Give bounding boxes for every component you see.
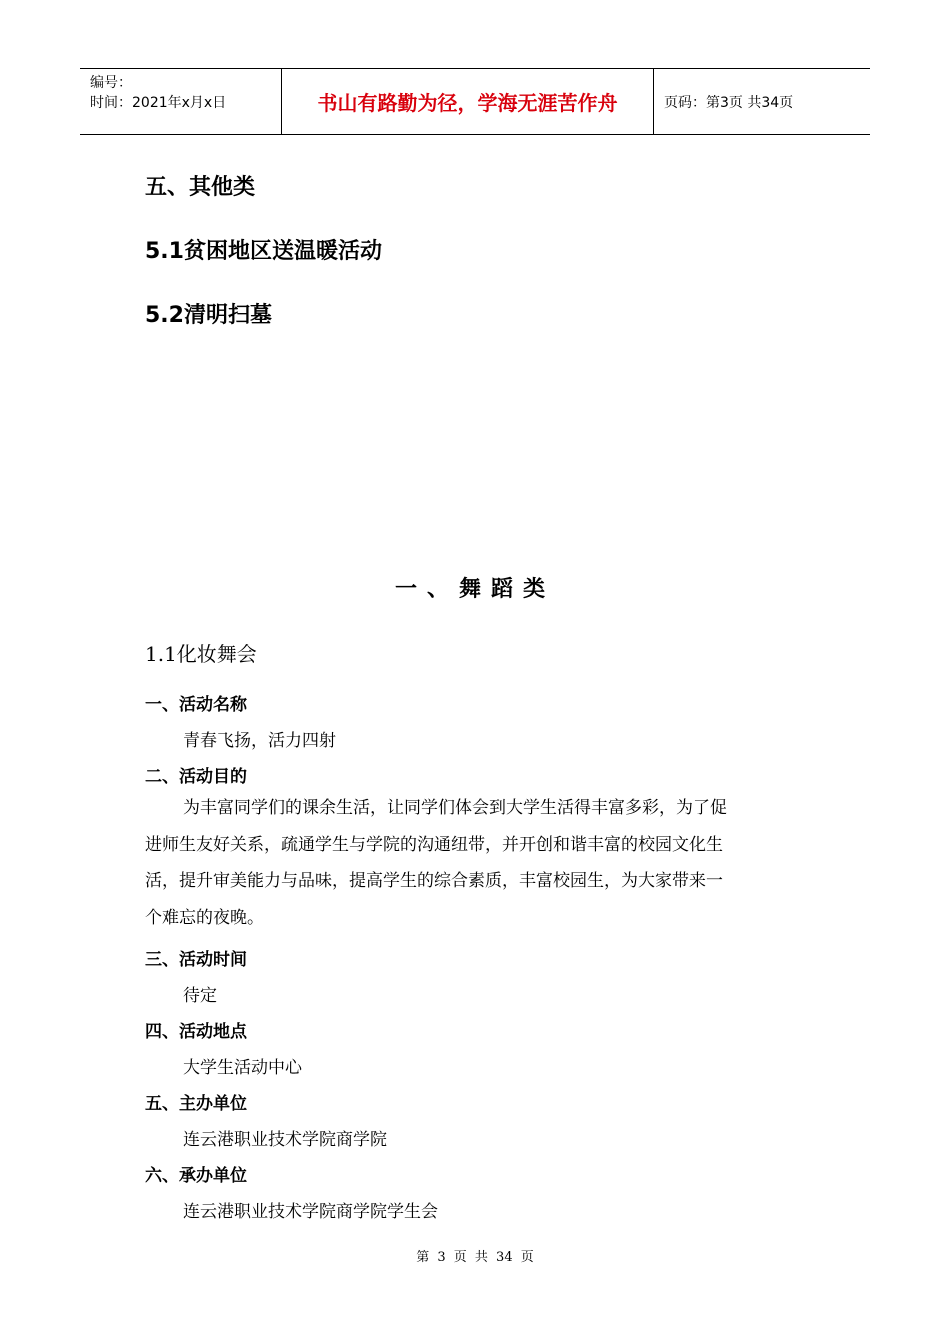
section-heading: 三、活动时间 [145,950,247,970]
section-text: 青春飞扬，活力四射 [183,731,336,751]
category-item-2: 5.2清明扫墓 [145,303,272,328]
section-heading: 六、承办单位 [145,1166,247,1186]
section-text: 大学生活动中心 [183,1058,302,1078]
paragraph-line: 为丰富同学们的课余生活，让同学们体会到大学生活得丰富多彩，为了促 [183,798,727,818]
section-paragraph [145,790,809,936]
section-heading: 二、活动目的 [145,767,247,787]
header-time: 时间：2021年x月x日 [90,95,227,111]
header-motto: 书山有路勤为径，学海无涯苦作舟 [282,69,654,134]
category-heading: 五、其他类 [145,175,256,200]
section-heading: 四、活动地点 [145,1022,247,1042]
section-text: 待定 [183,986,217,1006]
header-meta [80,69,282,134]
main-subtitle: 1.1化妆舞会 [145,642,257,666]
page-footer: 第 3 页 共 34 页 [416,1250,534,1265]
section-heading: 五、主办单位 [145,1094,247,1114]
header-number: 编号： [90,75,132,91]
header-page-info: 页码：第3页 共34页 [664,94,794,111]
section-text: 连云港职业技术学院商学院 [183,1130,387,1150]
section-heading: 一、活动名称 [145,695,247,715]
paragraph-line: 活，提升审美能力与品味，提高学生的综合素质，丰富校园生，为大家带来一 [145,871,723,891]
page-header [80,68,870,135]
category-item-1: 5.1贫困地区送温暖活动 [145,239,382,264]
paragraph-line: 进师生友好关系，疏通学生与学院的沟通纽带，并开创和谐丰富的校园文化生 [145,834,723,855]
main-title: 一、舞蹈类 [394,577,555,602]
section-text: 连云港职业技术学院商学院学生会 [183,1202,438,1222]
paragraph-line: 个难忘的夜晚。 [145,907,264,928]
